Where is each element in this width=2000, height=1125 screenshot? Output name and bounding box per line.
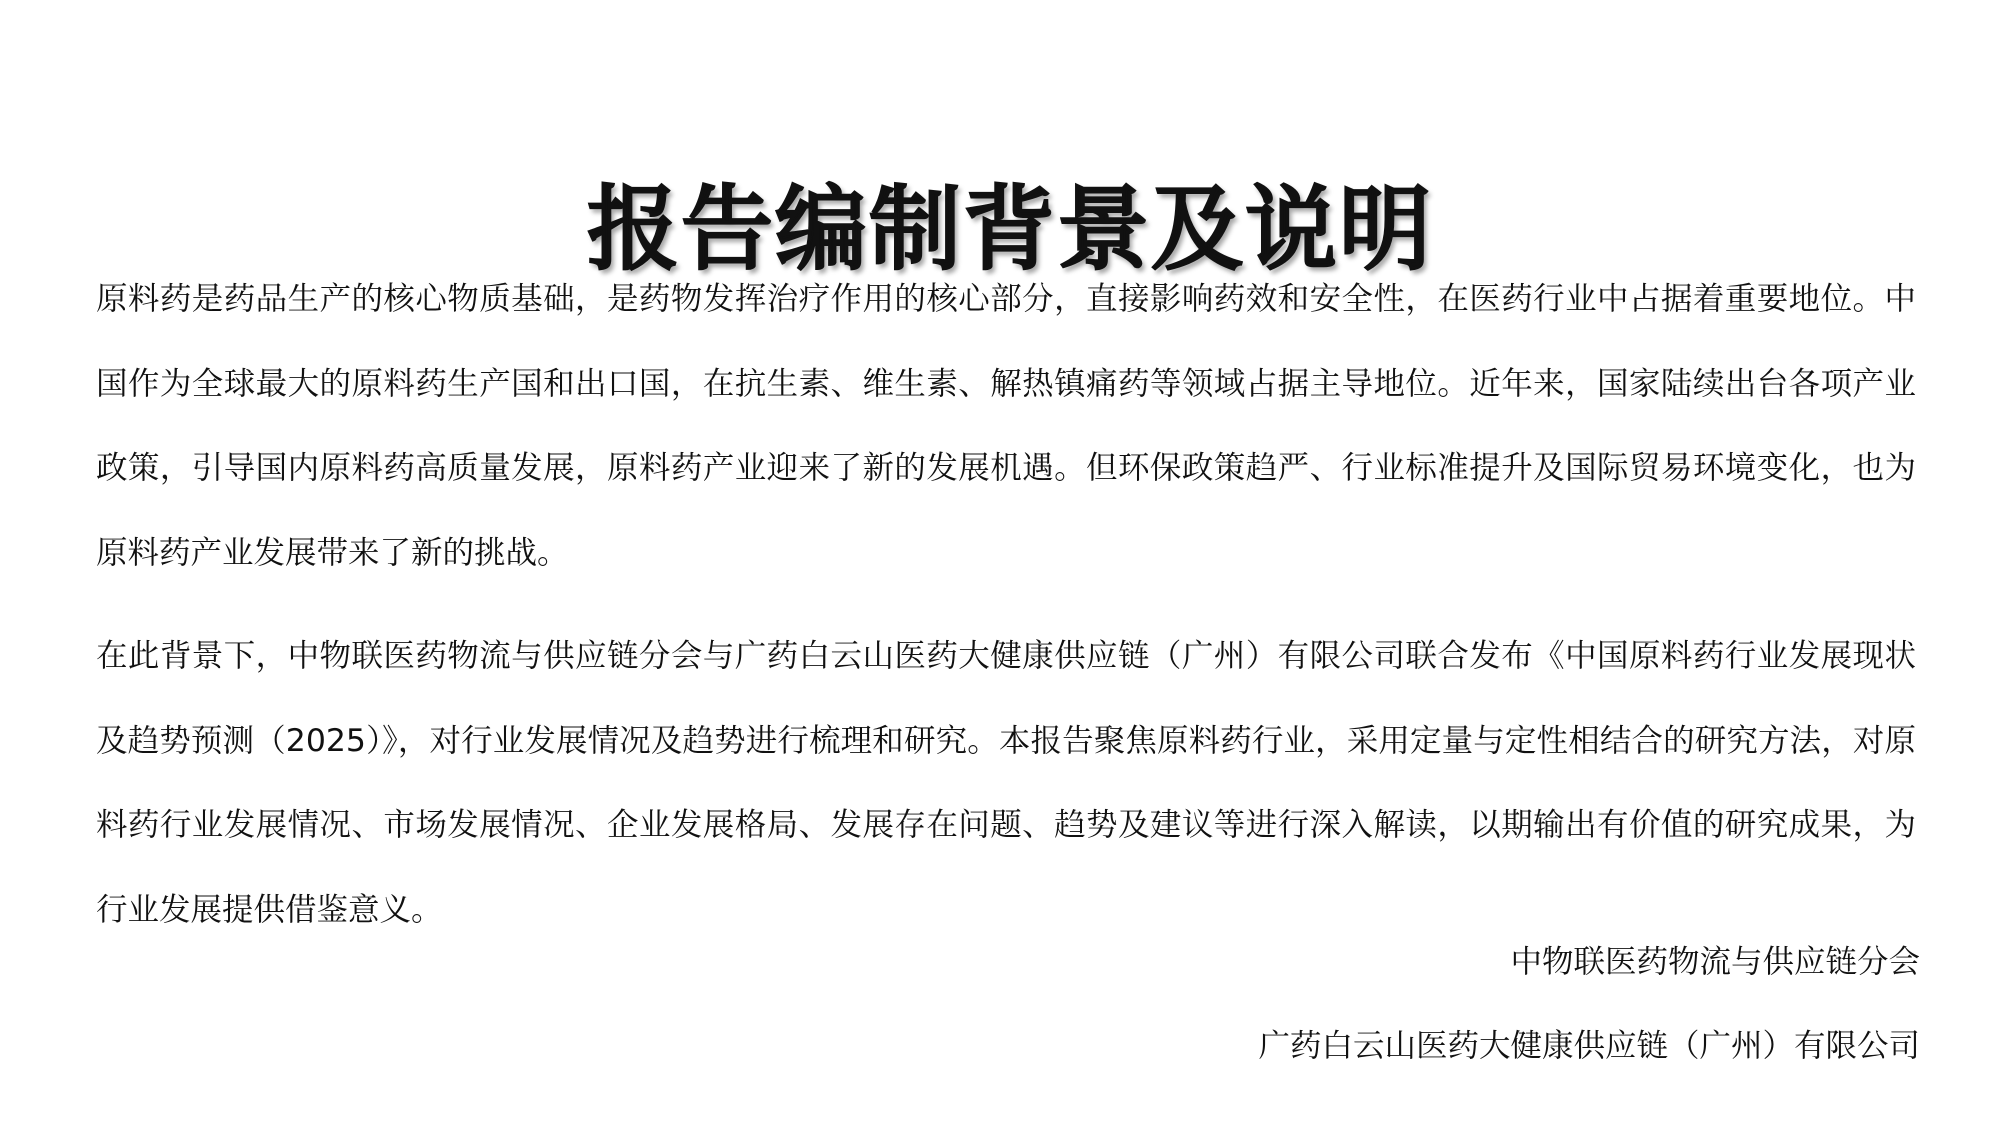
page-title: 报告编制背景及说明 [586,175,1433,283]
document-body [96,257,1916,952]
signature-block [920,940,1920,1068]
signature-org-2: 广药白云山医药大健康供应链（广州）有限公司 [1258,1028,1920,1064]
signature-org-1: 中物联医药物流与供应链分会 [1510,944,1920,980]
explanation-paragraph: 在此背景下，中物联医药物流与供应链分会与广药白云山医药大健康供应链（广州）有限公司联合发布《中国原料药行业发展现状及趋势预测（2025）》，对行业发展情况及趋势进行梳理和研究。本报告聚焦原料药行业，采用定量与定性相结合的研究方法，对原料药行业发展情况、市场发展情况、企业发展格局、发展存在问题、趋势及建议等进行深入解读，以期输出有价值的研究成果，为行业发展提供借鉴意义。 [96,638,1916,928]
background-paragraph: 原料药是药品生产的核心物质基础，是药物发挥治疗作用的核心部分，直接影响药效和安全性，在医药行业中占据着重要地位。中国作为全球最大的原料药生产国和出口国，在抗生素、维生素、解热镇痛药等领域占据主导地位。近年来，国家陆续出台各项产业政策，引导国内原料药高质量发展，原料药产业迎来了新的发展机遇。但环保政策趋严、行业标准提升及国际贸易环境变化，也为原料药产业发展带来了新的挑战。 [96,281,1916,571]
